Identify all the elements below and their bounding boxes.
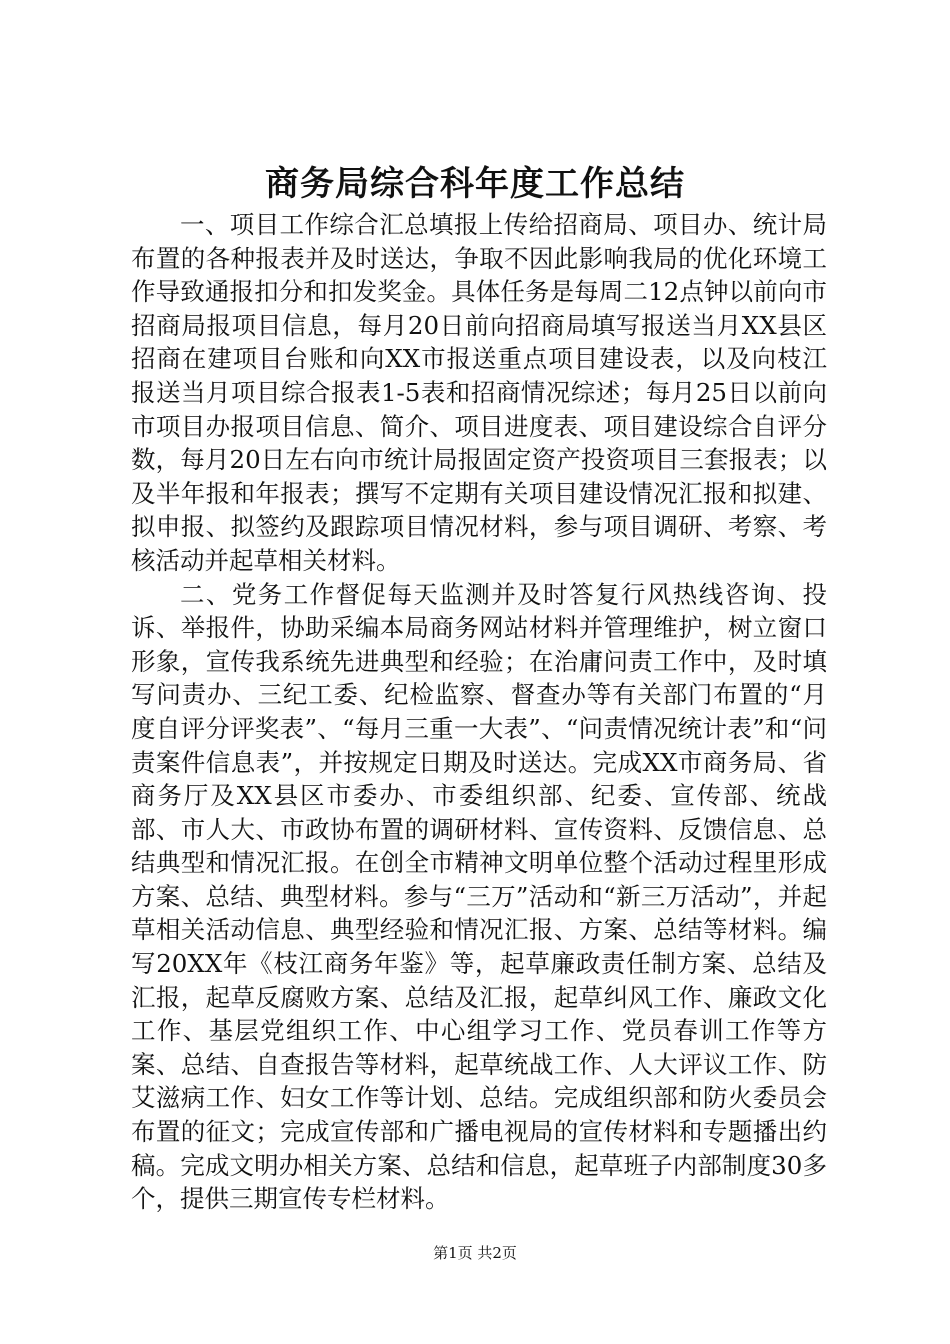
- page-number-footer: 第1页 共2页: [433, 1244, 517, 1262]
- paragraph-party-work: 二、党务工作督促每天监测并及时答复行风热线咨询、投诉、举报件，协助采编本局商务网站材料并管理维护，树立窗口形象，宣传我系统先进典型和经验；在治庸问责工作中，及时填写问责办、三纪工委、纪检监察、督查办等有关部门布置的“月度自评分评奖表”、“每月三重一大表”、“问责情况统计表”和“问责案件信息表”，并按规定日期及时送达。完成XX市商务局、省商务厅及XX县区市委办、市委组织部、纪委、宣传部、统战部、市人大、市政协布置的调研材料、宣传资料、反馈信息、总结典型和情况汇报。在创全市精神文明单位整个活动过程里形成方案、总结、典型材料。参与“三万”活动和“新三万活动”，并起草相关活动信息、典型经验和情况汇报、方案、总结等材料。编写20XX年《枝江商务年鉴》等，起草廉政责任制方案、总结及汇报，起草反腐败方案、总结及汇报，起草纠风工作、廉政文化工作、基层党组织工作、中心组学习工作、党员春训工作等方案、总结、自查报告等材料，起草统战工作、人大评议工作、防艾滋病工作、妇女工作等计划、总结。完成组织部和防火委员会布置的征文；完成宣传部和广播电视局的宣传材料和专题播出约稿。完成文明办相关方案、总结和信息，起草班子内部制度30多个，提供三期宣传专栏材料。: [131, 579, 827, 1214]
- document-title: 商务局综合科年度工作总结: [265, 164, 685, 204]
- paragraph-project-work: 一、项目工作综合汇总填报上传给招商局、项目办、统计局布置的各种报表并及时送达，争取不因此影响我局的优化环境工作导致通报扣分和扣发奖金。具体任务是每周二12点钟以前向市招商局报项目信息，每月20日前向招商局填写报送当月XX县区招商在建项目台账和向XX市报送重点项目建设表，以及向枝江报送当月项目综合报表1-5表和招商情况综述；每月25日以前向市项目办报项目信息、简介、项目进度表、项目建设综合自评分数，每月20日左右向市统计局报固定资产投资项目三套报表；以及半年报和年报表；撰写不定期有关项目建设情况汇报和拟建、拟申报、拟签约及跟踪项目情况材料，参与项目调研、考察、考核活动并起草相关材料。: [131, 210, 827, 575]
- document-body: [131, 208, 827, 1216]
